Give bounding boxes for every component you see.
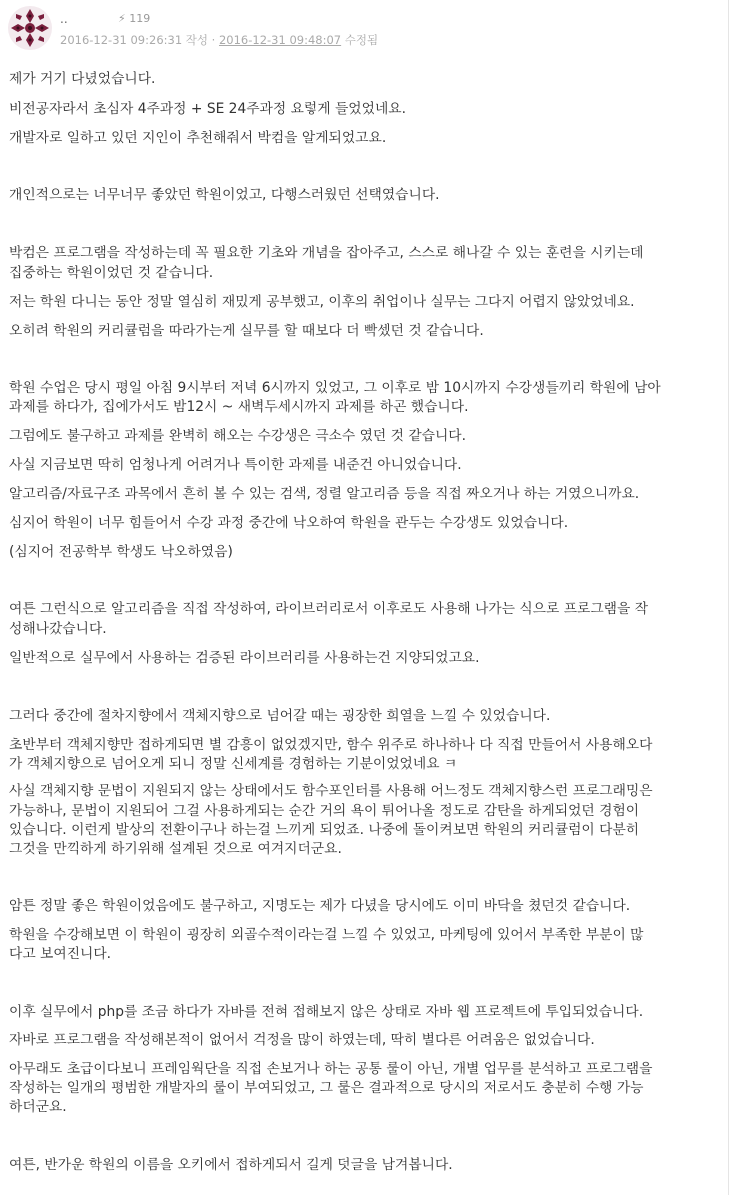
author-nickname[interactable]: ..	[60, 12, 68, 26]
created-label: 작성	[185, 33, 209, 47]
modified-time[interactable]: 2016-12-31 09:48:07	[218, 33, 342, 47]
comment-text-line: 있습니다. 이런게 발상의 전환이구나 하는걸 느끼게 되었죠. 나중에 돌이켜보면 학원의 커리큘럼이 다분히	[9, 822, 640, 838]
comment-text-line: 하더군요.	[9, 1099, 67, 1115]
comment-text-line: 사실 객체지향 문법이 지원되지 않는 상태에서도 함수포인터를 사용해 어느정도 객체지향스런 프로그래밍은	[9, 783, 653, 799]
comment-text-line: 심지어 학원이 너무 힘들어서 수강 과정 중간에 낙오하여 학원을 관두는 수강생도 있었습니다.	[9, 515, 569, 531]
comment-text-line: 제가 거기 다녔었습니다.	[9, 71, 156, 87]
comment-text-line: 가 객체지향으로 넘어오게 되니 정말 신세계를 경험하는 기분이었었네요 ㅋ	[9, 756, 458, 772]
comment-header	[8, 6, 708, 48]
comment-text-line: 비전공자라서 초심자 4주과정 + SE 24주과정 요렇게 들었었네요.	[9, 101, 406, 117]
comment-text-line: 집중하는 학원이었던 것 같습니다.	[9, 265, 214, 281]
comment-text-line: 이후 실무에서 php를 조금 하다가 자바를 전혀 접해보지 않은 상태로 자바 웹 프로젝트에 투입되었습니다.	[9, 1004, 644, 1020]
comment-text-line: 학원을 수강해보면 이 학원이 굉장히 외골수적이라는걸 느낄 수 있었고, 마케팅에 있어서 부족한 부분이 많	[9, 927, 644, 943]
comment-text-line: 성해나갔습니다.	[9, 621, 107, 637]
comment-text-line: 알고리즘/자료구조 과목에서 흔히 볼 수 있는 검색, 정렬 알고리즘 등을 직접 짜오거나 하는 거였으니까요.	[9, 486, 640, 502]
avatar[interactable]	[8, 6, 52, 50]
author-points	[118, 12, 150, 25]
comment-text-line: 그럼에도 불구하고 과제를 완벽히 해오는 수강생은 극소수 였던 것 같습니다.	[9, 428, 467, 444]
comment-text-line: 박컴은 프로그램을 작성하는데 꼭 필요한 기초와 개념을 잡아주고, 스스로 해나갈 수 있는 훈련을 시키는데	[9, 245, 644, 261]
comment-text-line: 작성하는 일개의 평범한 개발자의 룰이 부여되었고, 그 룰은 결과적으로 당시의 저로서도 충분히 수행 가능	[9, 1080, 644, 1096]
comment-text-line: 개발자로 일하고 있던 지인이 추천해줘서 박컴을 알게되었고요.	[9, 130, 387, 146]
lightning-icon: ⚡	[118, 12, 126, 25]
comment-text-line: 오히려 학원의 커리큘럼을 따라가는게 실무를 할 때보다 더 빡셌던 것 같습니다.	[9, 323, 484, 339]
created-time: 2016-12-31 09:26:31	[60, 33, 183, 47]
comment-text-line: 사실 지금보면 딱히 엄청나게 어려거나 특이한 과제를 내준건 아니었습니다.	[9, 457, 462, 473]
avatar-pattern-icon	[8, 6, 52, 50]
comment-text-line: 개인적으로는 너무너무 좋았던 학원이었고, 다행스러웠던 선택였습니다.	[9, 187, 440, 203]
comment-text-line: 다고 보여진니다.	[9, 946, 112, 962]
modified-label: 수정됨	[344, 33, 379, 47]
timestamp-row	[60, 32, 378, 48]
comment-text-line: 여튼 그런식으로 알고리즘을 직접 작성하여, 라이브러리로서 이후로도 사용해 나가는 식으로 프로그램을 작	[9, 601, 649, 617]
comment-text-line: 과제를 하다가, 집에가서도 밤12시 ~ 새벽두세시까지 과제를 하곤 했습니다.	[9, 399, 469, 415]
comment-text-line: 그러다 중간에 절차지향에서 객체지향으로 넘어갈 때는 굉장한 희열을 느낄 수 있었습니다.	[9, 708, 551, 724]
meta-separator: ·	[211, 33, 216, 47]
comment-text-line: 저는 학원 다니는 동안 정말 열심히 재밌게 공부했고, 이후의 취업이나 실무는 그다지 어렵지 않았었네요.	[9, 294, 635, 310]
comment-text-line: 초반부터 객체지향만 접하게되면 별 감흥이 없었겠지만, 함수 위주로 하나하나 다 직접 만들어서 사용해오다	[9, 737, 653, 753]
comment-text-line: 학원 수업은 당시 평일 아침 9시부터 저녁 6시까지 있었고, 그 이후로 밤 10시까지 수강생들끼리 학원에 남아	[9, 380, 661, 396]
comment-text-line: 일반적으로 실무에서 사용하는 검증된 라이브러리를 사용하는건 지양되었고요.	[9, 650, 480, 666]
comment-text-line: 암튼 정말 좋은 학원이었음에도 불구하고, 지명도는 제가 다녔을 당시에도 이미 바닥을 쳤던것 같습니다.	[9, 898, 631, 914]
comment-text-line: 여튼, 반가운 학원의 이름을 오키에서 접하게되서 길게 덧글을 남겨봅니다.	[9, 1157, 453, 1173]
comment-text-line: 자바로 프로그램을 작성해본적이 없어서 걱정을 많이 하였는데, 딱히 별다른 어려움은 없었습니다.	[9, 1032, 595, 1048]
comment-text-line: 그것을 만끽하게 하기위해 설계된 것으로 여겨지더군요.	[9, 841, 342, 857]
comment-text-line: (심지어 전공학부 학생도 낙오하였음)	[9, 544, 233, 560]
comment-text-line: 가능하나, 문법이 지원되어 그걸 사용하게되는 순간 거의 욕이 튀어나올 정도로 감탄을 하게되었던 경험이	[9, 803, 640, 819]
comment-text-line: 아무래도 초급이다보니 프레임웍단을 직접 손보거나 하는 공통 룰이 아닌, 개별 업무를 분석하고 프로그램을	[9, 1061, 653, 1077]
points-value: 119	[129, 12, 151, 25]
